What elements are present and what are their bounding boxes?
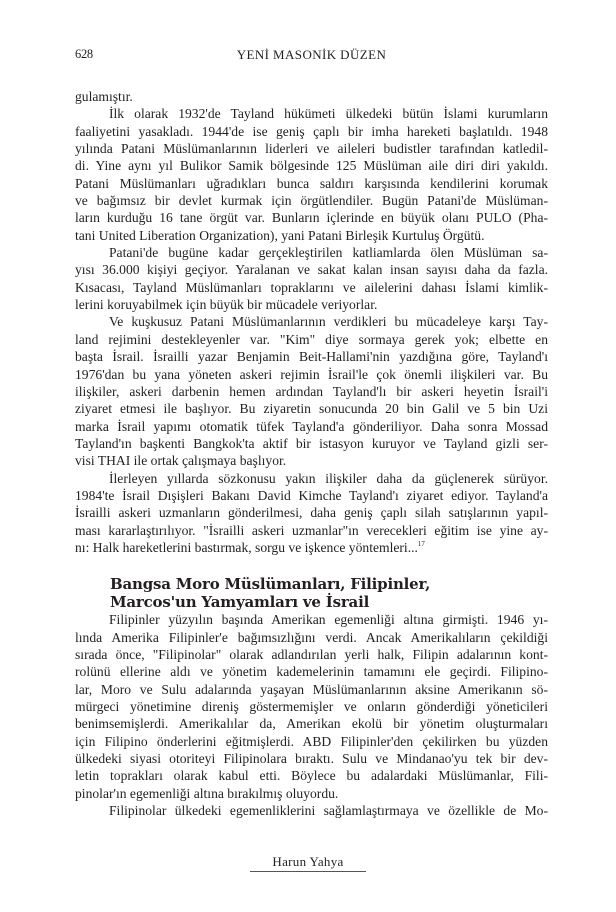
text-line: Patani Müslümanları uğradıkları bunca saldırı karşısında kendilerini korumak xyxy=(75,175,548,191)
text-line: Filipinler yüzyılın başında Amerikan egemenliği altına girmişti. 1946 yı- xyxy=(109,612,548,628)
paragraph xyxy=(75,244,548,313)
running-title: YENİ MASONİK DÜZEN xyxy=(236,47,387,62)
text-line: ziyaret etmesi ile başlıyor. Bu ziyaretin sonucunda 20 bin Galil ve 5 bin Uzi xyxy=(75,401,548,417)
text-line: ması kararlaştırılıyor. "İsrailli askeri uzmanlar"ın verecekleri eğitim ise yine ay- xyxy=(75,522,548,538)
text-line: Kısacası, Tayland Müslümanları topraklarını ve ailelerini dahası İslami kimlik- xyxy=(75,279,548,295)
text-line: İlk olarak 1932'de Tayland hükümeti ülkedeki bütün İslami kurumların xyxy=(109,106,548,122)
text-line: pinolar'ın egemenliği altına bırakılmış oluyordu. xyxy=(75,785,339,801)
text-line: başta İsrail. İsrailli yazar Benjamin Beit-Hallami'nin yazdığına göre, Tayland'ı xyxy=(75,349,548,365)
text-line: 1984'te İsrail Dışişleri Bakanı David Kimche Tayland'ı ziyaret ediyor. Tayland'a xyxy=(75,487,548,503)
paragraph xyxy=(75,88,548,105)
paragraph xyxy=(75,105,548,244)
text-line: lar, Moro ve Sulu adalarında yaşayan Müslümanlarının aksine Amerikanın sö- xyxy=(75,681,548,697)
paragraph xyxy=(75,313,548,469)
text-line: gulamıştır. xyxy=(75,89,133,104)
text-line: Patani'de bugüne kadar gerçekleştirilen katliamlarda ölen Müslüman sa- xyxy=(109,245,548,261)
text-line: ların kurduğu 16 tane örgüt var. Bunların içlerinde en büyük olanı PULO (Pha- xyxy=(75,210,548,226)
body-text xyxy=(75,88,548,819)
text-line: yısı 36.000 kişiyi geçiyor. Yaralanan ve sakat kalan insan sayısı daha da fazla. xyxy=(75,262,548,278)
text-line: mürgeci yönetimine direniş göstermemişler ve onların gönderdiği yöneticileri xyxy=(75,699,548,714)
text-line: için Filipino önderlerini eğitmişlerdi. ABD Filipinler'den çekilirken bu yüzden xyxy=(75,733,548,749)
text-line: sırada önce, "Filipinolar" olarak adlandırılan yerli halk, Filipin adalarının kont- xyxy=(75,646,548,662)
text-line: benimsemişlerdi. Amerikalılar da, Amerikan ekolü bir yönetim oluşturmaları xyxy=(75,716,548,732)
text-line: Filipinolar ülkedeki egemenliklerini sağlamlaştırmaya ve özellikle de Mo- xyxy=(109,803,548,819)
text-line: land rejimini destekleyenler var. "Kim" diye sormaya gerek yok; elbette en xyxy=(75,331,548,347)
pre-section-paragraphs xyxy=(75,88,548,556)
text-line: Ve kuşkusuz Patani Müslümanlarının verdikleri bu mücadeleye karşı Tay- xyxy=(109,314,548,330)
text-line: faaliyetini yasakladı. 1944'de ise geniş çaplı bir imha hareketi başlatıldı. 1948 xyxy=(75,123,548,139)
text-line: lında Amerika Filipinler'e bağımsızlığını verdi. Ancak Amerikalıların çekildiği xyxy=(75,629,548,645)
section-paragraphs xyxy=(75,611,548,819)
text-line: ilişkiler, askeri darbenin hemen ardından Tayland'lı bir askeri heyetin İsrail'i xyxy=(75,383,548,399)
text-line: İlerleyen yıllarda sözkonusu yakın ilişkiler daha da güçlenerek sürüyor. xyxy=(109,470,548,486)
section-heading xyxy=(110,576,548,611)
footnote-marker[interactable]: 17 xyxy=(417,539,425,548)
text-line: 1976'dan bu yana yöneten askeri rejimin İsrail'le çok önemli ilişkileri var. Bu xyxy=(75,366,548,382)
text-line: marka İsrail yapımı otomatik tüfek Tayland'a gönderiliyor. Daha sonra Mossad xyxy=(75,418,548,434)
text-line: İsrailli askeri uzmanların gönderilmesi, daha geniş çaplı silah satışlarının yapıl- xyxy=(75,505,548,521)
text-line: lerini koruyabilmek için büyük bir mücadele veriyorlar. xyxy=(75,297,378,313)
text-line: di. Yine aynı yıl Bulikor Samik bölgesinde 125 Müslüman aile diri diri yakıldı. xyxy=(75,158,548,174)
footer-author: Harun Yahya xyxy=(250,854,365,872)
text-line: ve bağımsız bir devlet kurmak için örgütlendiler. Bugün Patani'de Müslüman- xyxy=(75,193,548,209)
section-heading-line-2: Marcos'un Yamyamları ve İsrail xyxy=(110,592,370,611)
paragraph xyxy=(75,470,548,557)
text-line: visi THAI ile ortak çalışmaya başlıyor. xyxy=(75,453,287,469)
paragraph xyxy=(75,611,548,802)
paragraph xyxy=(75,802,548,819)
text-line: yılında Patani Müslümanlarının liderleri ve aileleri budistler tarafından katledil- xyxy=(75,141,548,157)
section-heading-line-1: Bangsa Moro Müslümanları, Filipinler, xyxy=(110,575,431,594)
page-footer xyxy=(0,853,616,872)
text-line: Tayland'ın başkenti Bangkok'ta aktif bir istasyon kuruyor ve Tayland gizli ser- xyxy=(75,435,548,451)
text-line: ülkedeki siyasi otoriteyi Filipinolara bıraktı. Sulu ve Mindanao'yu tek bir dev- xyxy=(75,751,548,767)
text-line: tani United Liberation Organization), yani Patani Birleşik Kurtuluş Örgütü. xyxy=(75,227,485,243)
page-number: 628 xyxy=(75,47,93,61)
text-line: nı: Halk hareketlerini bastırmak, sorgu ve işkence yöntemleri...$^{17}$ xyxy=(75,539,425,555)
running-head xyxy=(75,47,548,67)
text-line: letin toprakları olarak kabul etti. Böylece bu adalardaki Müslümanlar, Fili- xyxy=(75,768,548,784)
text-line: rolünü ellerine aldı ve yönetim kademelerinin tamamını ele geçirdi. Filipino- xyxy=(75,664,548,680)
